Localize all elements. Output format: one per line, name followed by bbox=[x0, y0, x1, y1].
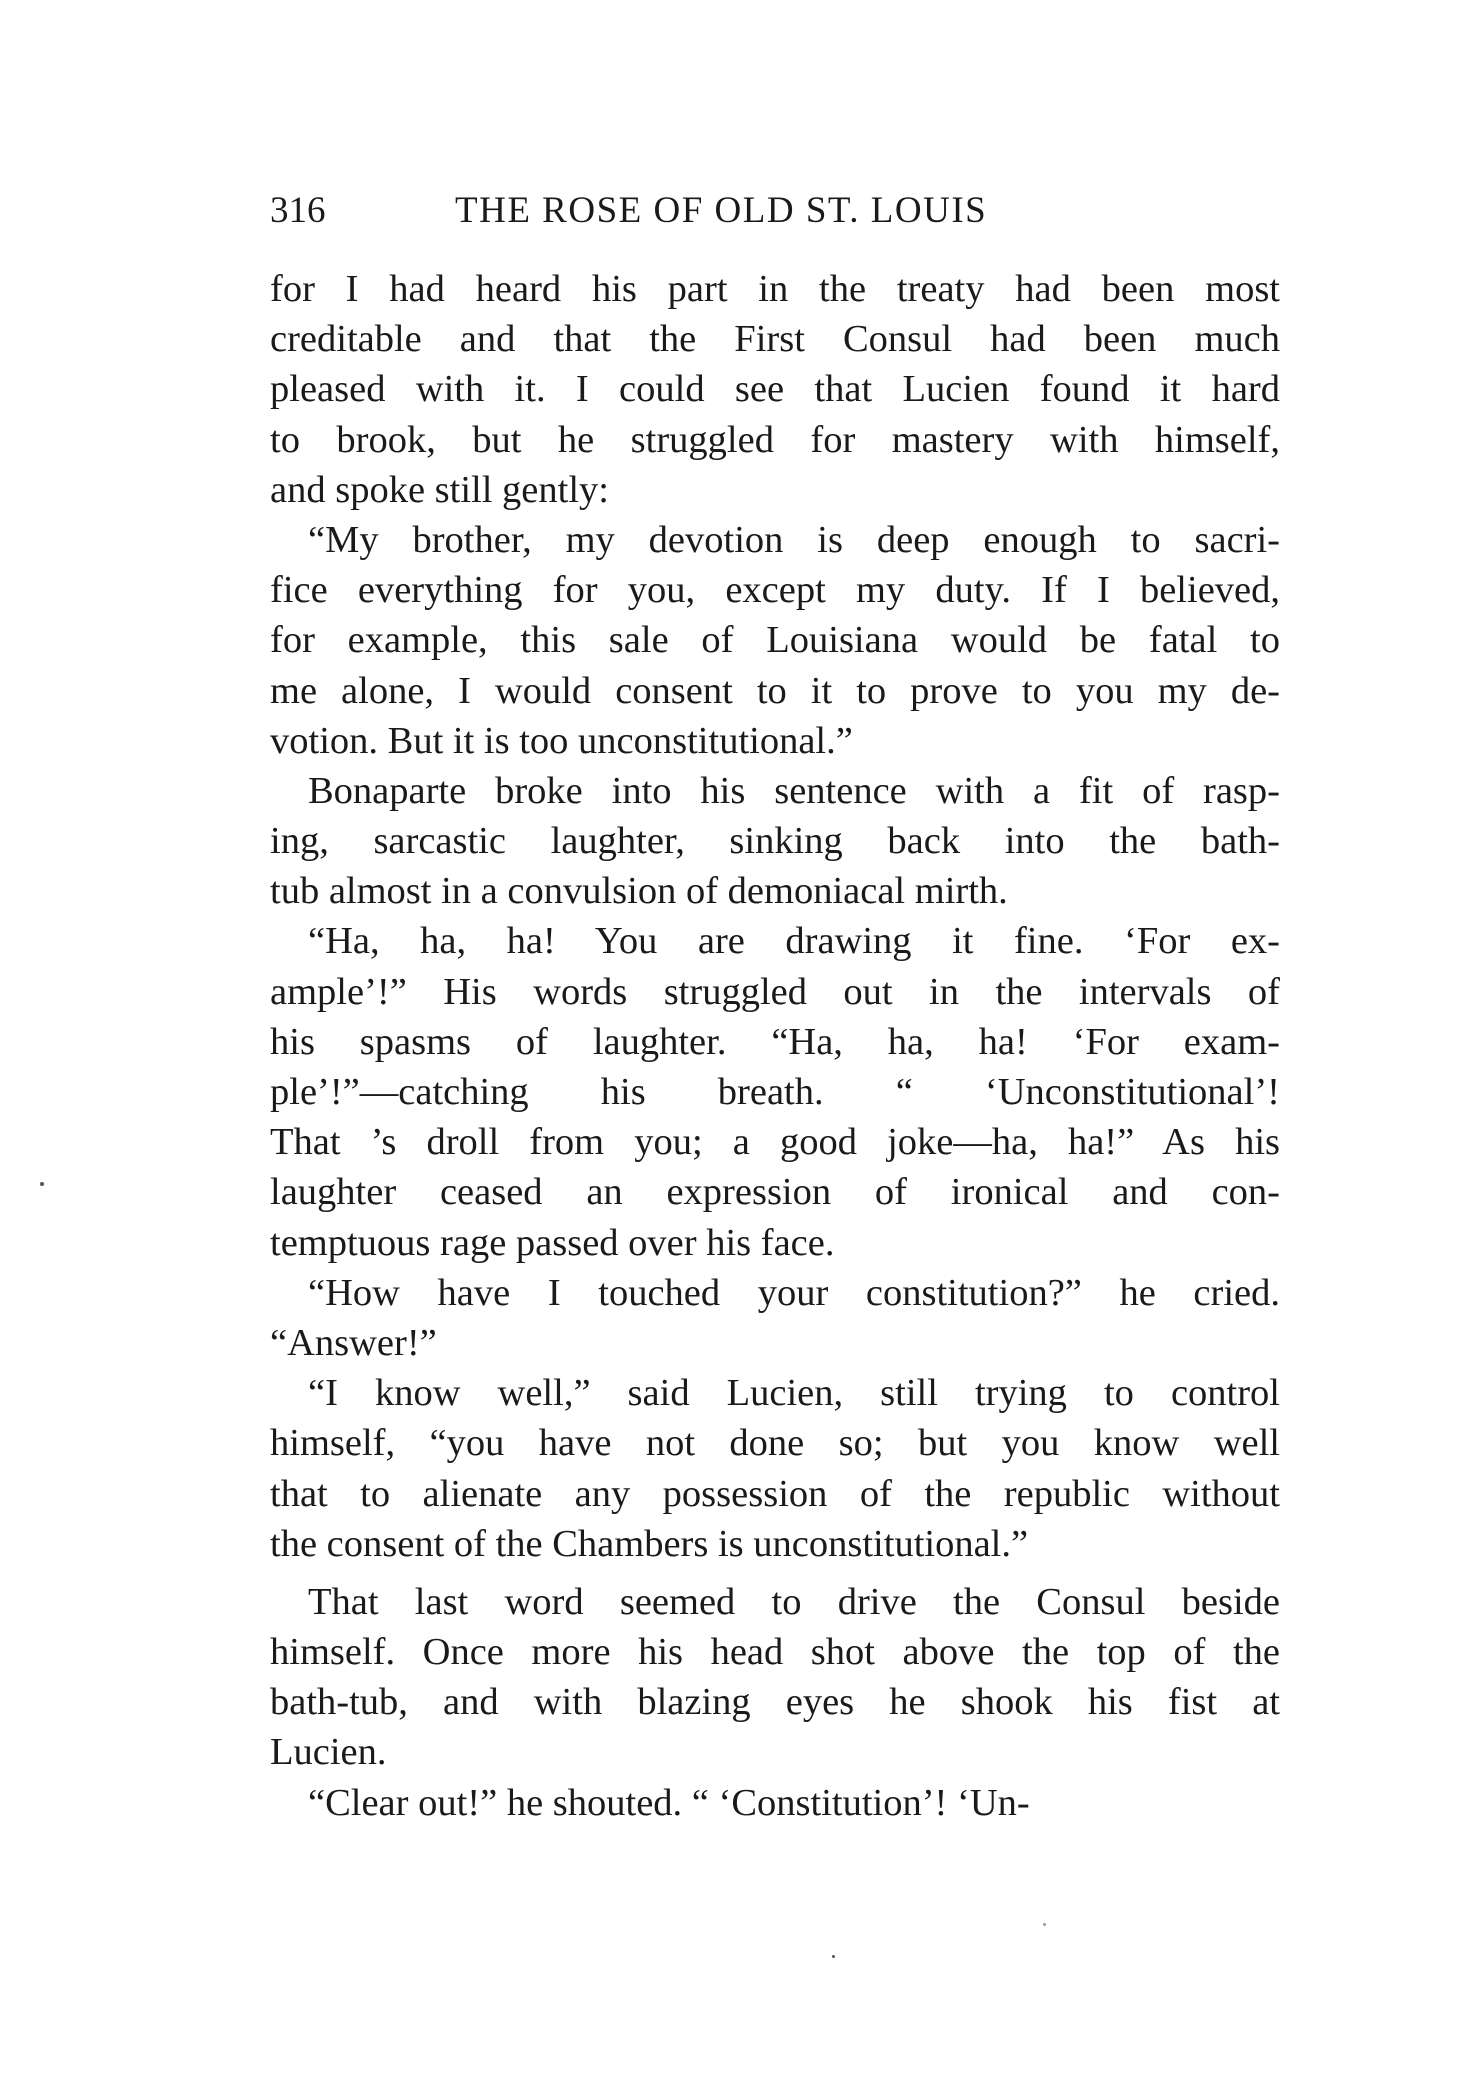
text-line: me alone, I would consent to it to prove to you my de- bbox=[270, 669, 1280, 712]
paragraph bbox=[270, 766, 1280, 917]
scan-speck bbox=[1043, 1923, 1046, 1926]
text-line: That last word seemed to drive the Consul beside bbox=[308, 1580, 1280, 1623]
text-line: ing, sarcastic laughter, sinking back into the bath- bbox=[270, 820, 1280, 863]
text-line: ple’!”—catching his breath. “ ‘Unconstitutional’! bbox=[270, 1071, 1280, 1113]
page-number: 316 bbox=[270, 190, 326, 231]
text-line: “Ha, ha, ha! You are drawing it fine. ‘For ex- bbox=[308, 920, 1280, 963]
text-line: Bonaparte broke into his sentence with a fit of rasp- bbox=[308, 769, 1280, 812]
text-line: bath-tub, and with blazing eyes he shook his fist at bbox=[270, 1681, 1280, 1724]
text-line: his spasms of laughter. “Ha, ha, ha! ‘For exam- bbox=[270, 1020, 1280, 1063]
paragraph bbox=[270, 515, 1280, 766]
text-line: pleased with it. I could see that Lucien found it hard bbox=[270, 368, 1280, 411]
text-line: “My brother, my devotion is deep enough to sacri- bbox=[308, 518, 1280, 561]
text-line: creditable and that the First Consul had been much bbox=[270, 318, 1280, 361]
text-line: for I had heard his part in the treaty had been most bbox=[270, 268, 1280, 310]
text-line: the consent of the Chambers is unconstitutional.” bbox=[270, 1522, 1029, 1565]
paragraph bbox=[270, 264, 1280, 515]
scan-speck bbox=[832, 1955, 835, 1958]
text-line: himself. Once more his head shot above the top of the bbox=[270, 1631, 1280, 1674]
paragraph bbox=[270, 1368, 1280, 1569]
text-line: himself, “you have not done so; but you know well bbox=[270, 1422, 1280, 1465]
text-line: “How have I touched your constitution?” he cried. bbox=[308, 1271, 1280, 1314]
text-line: that to alienate any possession of the republic without bbox=[270, 1472, 1280, 1515]
text-line: to brook, but he struggled for mastery with himself, bbox=[270, 418, 1280, 461]
running-head bbox=[270, 183, 1280, 239]
body-text bbox=[270, 264, 1280, 1828]
text-line: “Clear out!” he shouted. “ ‘Constitution’! ‘Un- bbox=[308, 1781, 1030, 1824]
scan-speck bbox=[40, 1182, 44, 1186]
paragraph bbox=[270, 1577, 1280, 1778]
text-line: Lucien. bbox=[270, 1731, 387, 1774]
text-line: fice everything for you, except my duty. If I believed, bbox=[270, 569, 1280, 612]
text-line: for example, this sale of Louisiana would be fatal to bbox=[270, 619, 1280, 662]
paragraph bbox=[270, 1268, 1280, 1368]
text-line: That ’s droll from you; a good joke—ha, ha!” As his bbox=[270, 1121, 1280, 1164]
text-line: laughter ceased an expression of ironical and con- bbox=[270, 1171, 1280, 1214]
paragraph bbox=[270, 1778, 1280, 1828]
paragraph bbox=[270, 916, 1280, 1267]
text-line: “I know well,” said Lucien, still trying to control bbox=[308, 1372, 1280, 1415]
text-line: temptuous rage passed over his face. bbox=[270, 1221, 835, 1264]
text-line: “Answer!” bbox=[270, 1321, 437, 1364]
text-line: and spoke still gently: bbox=[270, 468, 609, 511]
text-line: votion. But it is too unconstitutional.” bbox=[270, 719, 853, 762]
text-line: tub almost in a convulsion of demoniacal mirth. bbox=[270, 870, 1008, 913]
running-title: THE ROSE OF OLD ST. LOUIS bbox=[455, 190, 988, 231]
text-line: ample’!” His words struggled out in the intervals of bbox=[270, 970, 1280, 1013]
